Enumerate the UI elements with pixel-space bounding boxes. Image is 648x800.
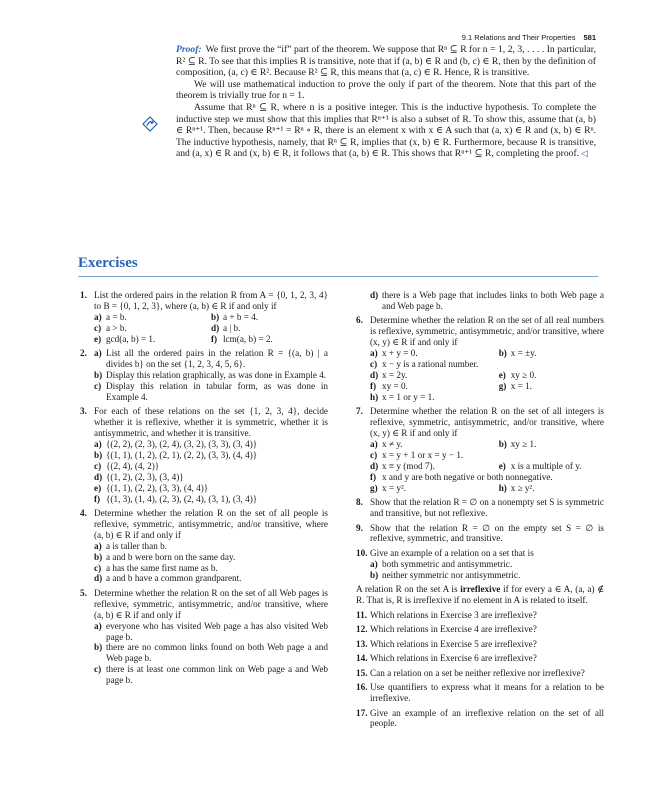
exercise-15: 15. Can a relation on a set be neither reflexive nor irreflexive? [356, 668, 604, 679]
part-c: c) there is at least one common link on Web page a and Web page b. [94, 664, 328, 686]
exercise-number: 9. [356, 522, 363, 533]
proof-text-1: We first prove the “if” part of the theorem. We suppose that Rⁿ ⊆ R for n = 1, 2, 3, . . . . In particular, R² ⊆ R. To see that this implies R is transitive, note that if (a, b) ∈ R and (b, c) ∈ R, then by the definition of composition, (a, c) ∈ R². Because R² ⊆ R, this means that (a, c) ∈ R. Hence, R is transitive. [176, 44, 596, 79]
part-d: d) a and b have a common grandparent. [94, 573, 242, 584]
exercise-6 [356, 315, 604, 402]
part-b: b) a and b were born on the same day. [94, 551, 236, 562]
exercise-number: 7. [356, 406, 363, 417]
exercise-text: Determine whether the relation R on the set of all Web pages is reflexive, symmetric, antisymmetric, and/or transitive, where (a, b) ∈ R if and only if [94, 587, 328, 620]
proof-text-3: Assume that Rⁿ ⊆ R, where n is a positive integer. This is the inductive hypothesis. To complete the inductive step we must show that this implies that Rⁿ⁺¹ is also a subset of R. To show this, assume that (a, b) ∈ Rⁿ⁺¹. Then, because Rⁿ⁺¹ = Rⁿ ∘ R, there is an element x with x ∈ A such that (a, x) ∈ R and (x, b) ∈ Rⁿ. The inductive hypothesis, namely, that Rⁿ ⊆ R, implies that (x, b) ∈ R. Furthermore, because R is transitive, and (a, x) ∈ R and (x, b) ∈ R, it follows that (a, b) ∈ R. This shows that Rⁿ⁺¹ ⊆ R, completing the proof. [176, 101, 596, 160]
exercise-8 [356, 497, 604, 519]
exercise-17: 17. Give an example of an irreflexive relation on the set of all people. [356, 707, 604, 729]
part-f: f) lcm(a, b) = 2. [211, 333, 273, 344]
part-e: e) xy ≥ 0. [498, 369, 537, 380]
exercise-number: 6. [356, 315, 363, 326]
proof-paragraph-3 [176, 102, 596, 160]
exercise-14: 14. Which relations in Exercise 6 are irreflexive? [356, 653, 604, 664]
exercise-text: Determine whether the relation R on the set of all people is reflexive, symmetric, antisymmetric, and/or transitive, where (a, b) ∈ R if and only if [94, 508, 328, 540]
part-c: c) x = y + 1 or x = y − 1. [370, 449, 464, 460]
part-f: f) xy = 0. [370, 380, 408, 391]
exercise-number: 3. [80, 406, 87, 417]
exercises-right-column [356, 290, 604, 733]
part-c: c) x − y is a rational number. [370, 359, 479, 370]
exercise-2 [80, 348, 328, 403]
part-c: c) a > b. [94, 322, 127, 333]
part-b: b) x = ±y. [498, 348, 537, 359]
exercise-text: Give an example of a relation on a set that is [370, 547, 534, 558]
running-header [462, 33, 596, 42]
exercise-text: Can a relation on a set be neither reflexive nor irreflexive? [370, 667, 585, 678]
part-d: d) x = 2y. [370, 369, 408, 380]
part-a: a) everyone who has visited Web page a has also visited Web page b. [94, 620, 328, 642]
exercise-text: For each of these relations on the set {1, 2, 3, 4}, decide whether it is reflexive, whether it is symmetric, whether it is antisymmetric, and whether it is transitive. [94, 406, 328, 439]
part-d: d) there is a Web page that includes links to both Web page a and Web page b. [370, 290, 604, 311]
part-c: c) a has the same first name as b. [94, 562, 218, 573]
defined-term: irreflexive [460, 584, 501, 595]
exercise-5 [80, 588, 328, 686]
part-h: h) x = 1 or y = 1. [370, 391, 435, 402]
exercise-11: 11. Which relations in Exercise 3 are irreflexive? [356, 610, 604, 621]
exercise-5-continued [356, 290, 604, 312]
part-a: a) x + y = 0. [370, 348, 418, 359]
exercise-number: 8. [356, 497, 363, 508]
part-b: b) xy ≥ 1. [498, 438, 537, 449]
exercise-text: Show that the relation R = ∅ on the empty set S = ∅ is reflexive, symmetric, and transitive. [370, 522, 604, 544]
exercises-left-column [80, 290, 328, 690]
heading-divider [78, 276, 598, 277]
section-title: 9.1 Relations and Their Properties [461, 33, 576, 42]
part-d: d) {(1, 2), (2, 3), (3, 4)} [94, 471, 184, 482]
part-e: e) gcd(a, b) = 1. [94, 333, 156, 344]
exercise-number: 1. [80, 290, 87, 300]
part-a: a) a is taller than b. [94, 540, 167, 551]
exercise-text: Use quantifiers to express what it means for a relation to be irreflexive. [370, 682, 604, 704]
part-c: c) {(2, 4), (4, 2)} [94, 460, 160, 471]
exercise-12: 12. Which relations in Exercise 4 are irreflexive? [356, 624, 604, 635]
proof-paragraph-1 [176, 44, 596, 79]
exercise-text: Determine whether the relation R on the set of all integers is reflexive, symmetric, antisymmetric, and/or transitive, where (x, y) ∈ R if and only if [370, 406, 604, 439]
part-b: b) neither symmetric nor antisymmetric. [370, 569, 521, 580]
part-e: e) x is a multiple of y. [498, 460, 582, 471]
exercise-text: Which relations in Exercise 3 are irreflexive? [370, 609, 537, 620]
exercise-3 [80, 406, 328, 504]
part-b: b) a + b = 4. [211, 311, 259, 322]
web-link-icon [142, 116, 158, 132]
exercise-text: Which relations in Exercise 6 are irreflexive? [370, 653, 537, 664]
proof-paragraph-2: We will use mathematical induction to prove the only if part of the theorem. Note that this part of the theorem is trivially true for n = 1. [176, 78, 596, 102]
exercise-10 [356, 548, 604, 581]
exercise-text: List the ordered pairs in the relation R from A = {0, 1, 2, 3, 4} to B = {0, 1, 2, 3}, where (a, b) ∈ R if and only if [94, 290, 328, 311]
part-a: a) a = b. [94, 311, 127, 322]
part-g: g) x = y². [370, 482, 407, 493]
exercise-text: Which relations in Exercise 4 are irreflexive? [370, 624, 537, 635]
exercise-text: Which relations in Exercise 5 are irreflexive? [370, 638, 537, 649]
exercises-heading: Exercises [78, 255, 138, 271]
irreflexive-definition: A relation R on the set A is irreflexive if for every a ∈ A, (a, a) ∉ R. That is, R is irreflexive if no element in A is related to itself. [356, 584, 605, 606]
exercise-number: 10. [356, 547, 368, 558]
part-a: a) both symmetric and antisymmetric. [370, 558, 513, 569]
part-f: f) x and y are both negative or both nonnegative. [370, 471, 553, 482]
exercise-4 [80, 508, 328, 584]
part-e: e) {(1, 1), (2, 2), (3, 3), (4, 4)} [94, 482, 209, 493]
exercise-7 [356, 406, 604, 493]
part-a: a) x ≠ y. [370, 438, 403, 449]
part-b: b) {(1, 1), (1, 2), (2, 1), (2, 2), (3, 3), (4, 4)} [94, 449, 258, 460]
exercise-16: 16. Use quantifiers to express what it means for a relation to be irreflexive. [356, 682, 604, 704]
part-d: d) x ≡ y (mod 7). [370, 460, 435, 471]
exercise-number: 4. [80, 508, 87, 518]
exercise-1 [80, 290, 328, 345]
exercise-text: Determine whether the relation R on the set of all real numbers is reflexive, symmetric, antisymmetric, and/or transitive, where (x, y) ∈ R if and only if [370, 315, 604, 348]
exercise-text: Give an example of an irreflexive relation on the set of all people. [370, 707, 604, 729]
part-f: f) {(1, 3), (1, 4), (2, 3), (2, 4), (3, 1), (3, 4)} [94, 493, 258, 504]
proof-label: Proof: [176, 44, 202, 55]
exercise-13: 13. Which relations in Exercise 5 are irreflexive? [356, 639, 604, 650]
part-d: d) a | b. [211, 322, 241, 333]
exercise-number: 5. [80, 587, 87, 598]
part-a: a) {(2, 2), (2, 3), (2, 4), (3, 2), (3, 3), (3, 4)} [94, 438, 258, 449]
part-a: a) List all the ordered pairs in the relation R = {(a, b) | a divides b} on the set {1, 2, 3, 4, 5, 6}. [94, 348, 328, 370]
end-of-proof-icon: ◁ [581, 148, 588, 159]
part-c: c) Display this relation in tabular form, as was done in Example 4. [94, 380, 328, 402]
exercise-number: 2. [80, 348, 87, 359]
part-g: g) x = 1. [498, 380, 532, 391]
part-b: b) there are no common links found on both Web page a and Web page b. [94, 642, 328, 664]
part-b: b) Display this relation graphically, as was done in Example 4. [94, 369, 327, 380]
page-number: 581 [583, 33, 596, 42]
exercise-text: Show that the relation R = ∅ on a nonempty set S is symmetric and transitive, but not reflexive. [370, 497, 604, 518]
part-h: h) x ≥ y². [498, 482, 535, 493]
exercise-9 [356, 523, 604, 545]
proof-block [176, 44, 596, 160]
